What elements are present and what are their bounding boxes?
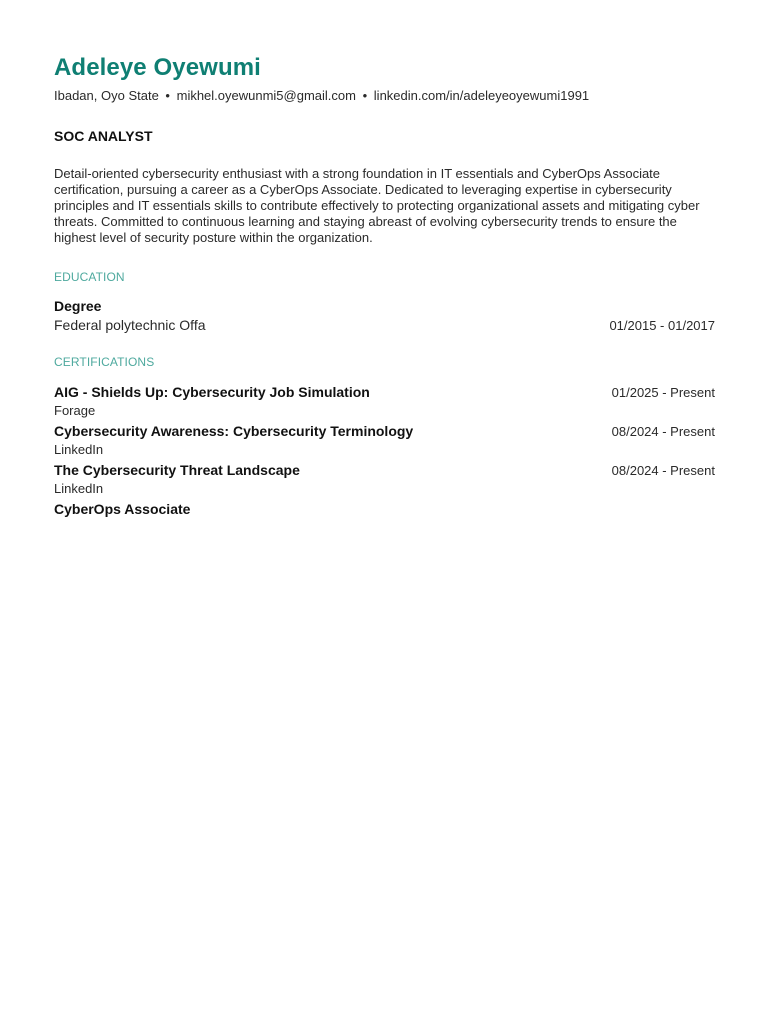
certification-issuer: LinkedIn [54,481,104,496]
certification-title: AIG - Shields Up: Cybersecurity Job Simulation [54,384,370,400]
certification-row [54,499,715,519]
certification-item [54,382,715,419]
education-entry [54,297,715,335]
certification-issuer: Forage [54,403,96,418]
certification-issuer: LinkedIn [54,442,104,457]
education-row [54,315,715,335]
certification-dates: 01/2025 - Present [611,385,715,400]
certifications-list [54,382,715,519]
job-role-title: SOC ANALYST [54,128,153,144]
certification-title: The Cybersecurity Threat Landscape [54,462,300,478]
certification-title: Cybersecurity Awareness: Cybersecurity Terminology [54,423,414,439]
contact-separator: • [362,88,368,103]
education-dates: 01/2015 - 01/2017 [609,318,715,333]
resume-page [54,52,715,521]
certification-dates: 08/2024 - Present [611,424,715,439]
certification-row [54,460,715,480]
certifications-heading: CERTIFICATIONS [54,355,155,369]
linkedin-link[interactable]: linkedin.com/in/adeleyeoyewumi1991 [373,88,590,103]
certification-item [54,499,715,519]
certification-row [54,382,715,402]
contact-line [54,87,715,105]
degree-title: Degree [54,298,102,314]
certification-title: CyberOps Associate [54,501,191,517]
certification-row [54,421,715,441]
professional-summary: Detail-oriented cybersecurity enthusiast with a strong foundation in IT essentials and CyberOps Associate certification, pursuing a career as a CyberOps Associate. Dedicated to leveraging expertise in cybersecurity principles and IT essentials skills to contribute effectively to protecting organizational assets and mitigating cyber threats. Committed to continuous learning and staying abreast of evolving cybersecurity trends to ensure the highest level of security posture within the organization. [54,166,700,245]
certification-item [54,460,715,497]
resume-header [54,52,715,105]
contact-separator: • [165,88,170,103]
candidate-name: Adeleye Oyewumi [54,54,261,81]
certification-dates: 08/2024 - Present [611,463,715,478]
education-heading: EDUCATION [54,270,125,284]
location-text: Ibadan, Oyo State [54,88,159,103]
certification-item [54,421,715,458]
school-name: Federal polytechnic Offa [54,317,206,333]
email-link[interactable]: mikhel.oyewunmi5@gmail.com [176,88,356,103]
